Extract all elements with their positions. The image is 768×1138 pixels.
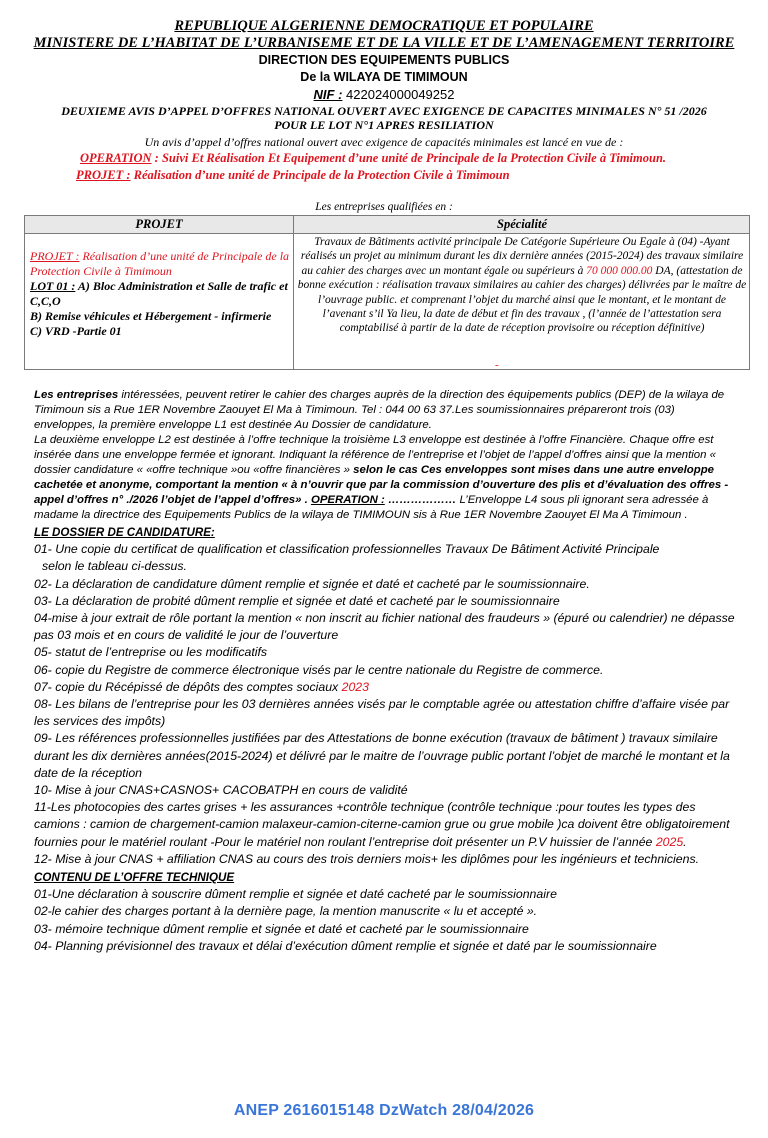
spec-text-2: DA, (attestation de bonne exécution : réalisation travaux similaires au cahier des charges) délivrées par le maître de l’ouvrage public. et comprenant l’objet du marché ainsi que le montant, et le montant de l’avenant s’il Ya lieu, la date de début et fin des travaux , (l’année de l’attestation sera comptabilisé à partir de la date de réception provisoire ou réception définitive) <box>297 264 747 335</box>
header-direction: DIRECTION DES EQUIPEMENTS PUBLICS <box>258 53 510 67</box>
list-item: 12- Mise à jour CNAS + affiliation CNAS au cours des trois derniers mois+ les diplômes pour les ingénieurs et techniciens. <box>34 851 700 866</box>
nif-value: 422024000049252 <box>342 87 455 102</box>
spec-text-1: Travaux de Bâtiments activité principale De Catégorie Supérieure Ou Egale à (04) -Ayant réalisés un projet au minimum durant les dix dernière années (2015-2024) des travaux similaire au cahier des charges avec un montant égale ou supérieurs à <box>300 236 744 277</box>
operation-line <box>80 151 666 166</box>
operation-text: : Suivi Et Réalisation Et Equipement d’une unité de Principale de la Protection Civile à Timimoun. <box>151 151 667 165</box>
dossier-title: LE DOSSIER DE CANDIDATURE: <box>34 526 215 539</box>
table-cell-specialite <box>297 235 747 336</box>
intro-line: Un avis d’appel d’offres national ouvert avec exigence de capacités minimales est lancé en vue de : <box>144 135 624 149</box>
list-item: 02- La déclaration de candidature dûment remplie et signée et daté et cacheté par le soumissionnaire. <box>34 576 590 591</box>
nif-line <box>0 87 768 102</box>
list-item-11 <box>34 799 739 851</box>
operation-label: OPERATION <box>80 151 152 165</box>
table-lot-b: B) Remise véhicules et Hébergement - infirmerie <box>30 309 272 323</box>
avis-title-line1: DEUXIEME AVIS D’APPEL D’OFFRES NATIONAL OUVERT AVEC EXIGENCE DE CAPACITES MINIMALES N° 51 /2026 <box>61 104 707 118</box>
list-item: 03- mémoire technique dûment remplie et signée et daté et cacheté par le soumissionnaire <box>34 921 529 936</box>
enveloppes-end: L’Enveloppe L4 sous pli ignorant sera adressée à madame la directrice des Equipements Publics de la wilaya de TIMIMOUN sis à Rue 1ER Novembre Zaouyet El Ma A Timimoun . <box>34 494 709 521</box>
body-text <box>34 388 739 955</box>
list-item-continuation: selon le tableau ci-dessus. <box>42 559 187 574</box>
spec-dash: - <box>495 359 499 371</box>
enveloppes-dots: ……………… <box>384 494 460 506</box>
projet-label: PROJET : <box>76 168 131 182</box>
spec-amount: 70 000 000.00 <box>586 264 653 277</box>
paragraph-enveloppes <box>34 433 739 523</box>
table-projet-text: Réalisation d’une unité de Principale de la Protection Civile à Timimoun <box>30 249 290 278</box>
list-item: 01-Une déclaration à souscrire dûment remplie et signée et daté cacheté par le soumissionnaire <box>34 887 557 902</box>
list-item: 04- Planning prévisionnel des travaux et délai d’exécution dûment remplie et signée et daté par le soumissionnaire <box>34 938 657 953</box>
qualification-table <box>24 215 750 370</box>
list-item-07-year: 2023 <box>341 679 369 694</box>
list-item-07 <box>34 679 739 696</box>
list-item: 02-le cahier des charges portant à la dernière page, la mention manuscrite « lu et accepté ». <box>34 904 538 919</box>
table-header-projet: PROJET <box>135 217 183 231</box>
list-item-11-text: 11-Les photocopies des cartes grises + les assurances +contrôle technique (contrôle technique :pour toutes les types des camions : camion de chargement-camion malaxeur-camion-citerne-camion grue ou grue mobile )ca doivent être obligatoirement fournies pour le matériel roulant -Pour le matériel non roulant l’entreprise doit présenter un P.V huissier de l’année <box>34 800 730 849</box>
table-lot-a-text: A) Bloc Administration et Salle de trafic et C,C,O <box>30 279 288 308</box>
table-lot-label: LOT 01 : <box>30 279 76 293</box>
list-item: 03- La déclaration de probité dûment remplie et signée et daté et cacheté par le soumissionnaire <box>34 593 560 608</box>
projet-line <box>76 168 510 183</box>
list-item: 04-mise à jour extrait de rôle portant la mention « non inscrit au fichier national des fraudeurs » (épuré ou calendrier) ne dépasse pas 03 mois et en cours de validité le jour de l’ouverture <box>34 611 735 643</box>
list-item-07-text: 07- copie du Récépissé de dépôts des comptes sociaux <box>34 679 342 694</box>
header-ministry: MINISTERE DE L’HABITAT DE L’URBANISEME ET DE LA VILLE ET DE L’AMENAGEMENT TERRITOIRE <box>33 35 735 51</box>
enveloppes-operation: OPERATION : <box>310 494 385 506</box>
list-item: 09- Les références professionnelles justifiées par des Attestations de bonne exécution (travaux de bâtiment ) travaux similaire durant les dix dernières années(2015-2024) et délivré par le maitre de l’ouvrage public portant l’objet de marché le montant et la date de la réception <box>34 731 730 780</box>
paragraph-retrait-text: intéressées, peuvent retirer le cahier des charges auprès de la direction des équipements publics (DEP) de la wilaya de Timimoun sis a Rue 1ER Novembre Zaouyet El Ma à Timimoun. Tel : 044 00 63 37.Les soumissionnaires prépareront trois (03) enveloppes, la première enveloppe L1 est destinée Au Dossier de candidature. <box>34 389 725 431</box>
dossier-section <box>34 524 739 955</box>
nif-label: NIF : <box>313 87 343 102</box>
header-wilaya: De la WILAYA DE TIMIMOUN <box>300 70 468 84</box>
list-item: 05- statut de l’entreprise ou les modificatifs <box>34 645 268 660</box>
table-lot-a <box>30 279 292 309</box>
list-item-11-end: . <box>683 834 687 849</box>
list-item-11-year: 2025 <box>655 834 684 849</box>
table-projet-label: PROJET : <box>30 249 80 263</box>
avis-title-line2: POUR LE LOT N°1 APRES RESILIATION <box>274 118 494 132</box>
technique-title: CONTENU DE L’OFFRE TECHNIQUE <box>34 871 235 885</box>
avis-title <box>0 104 768 132</box>
footer-reference: ANEP 2616015148 DzWatch 28/04/2026 <box>233 1102 535 1119</box>
table-divider <box>293 216 294 369</box>
enveloppes-bold: selon le cas Ces enveloppes sont mises dans une autre enveloppe cachetée et anonyme, comportant la mention « à n’ouvrir que par la commission d’ouverture des plis et d’évaluation des offres - appel d’offres n° ./2026 l’objet de l’appel d’offres» . <box>34 464 729 506</box>
list-item: 01- Une copie du certificat de qualification et classification professionnelles Travaux De Bâtiment Activité Principale <box>34 542 660 557</box>
list-item: 10- Mise à jour CNAS+CASNOS+ CACOBATPH en cours de validité <box>34 783 408 798</box>
list-item: 08- Les bilans de l’entreprise pour les 03 dernières années visés par le comptable agrée ou attestation chiffre d’affaire visée par les services des impôts) <box>34 697 730 729</box>
list-item: 06- copie du Registre de commerce électronique visés par le centre nationale du Registre de commerce. <box>34 662 604 677</box>
projet-text: Réalisation d’une unité de Principale de la Protection Civile à Timimoun <box>130 168 510 182</box>
qualified-line: Les entreprises qualifiées en : <box>315 201 453 213</box>
table-header-specialite: Spécialité <box>497 217 547 231</box>
table-projet-desc <box>30 249 292 279</box>
paragraph-lead: Les entreprises <box>34 389 119 401</box>
table-cell-projet <box>30 249 292 339</box>
table-lot-c: C) VRD -Partie 01 <box>30 324 122 338</box>
paragraph-retrait <box>34 388 739 433</box>
enveloppes-text: La deuxième enveloppe L2 est destinée à l’offre technique la troisième L3 enveloppe est destinée à l’offre Financière. Chaque offre est insérée dans une enveloppe fermée et ignorant. Indiquant la référence de l’entreprise et l’objet de l’appel d’offres ainsi que la mention « dossier candidature « «offre technique »ou «offre financières » <box>34 434 716 476</box>
header-republic: REPUBLIQUE ALGERIENNE DEMOCRATIQUE ET POPULAIRE <box>174 18 594 34</box>
